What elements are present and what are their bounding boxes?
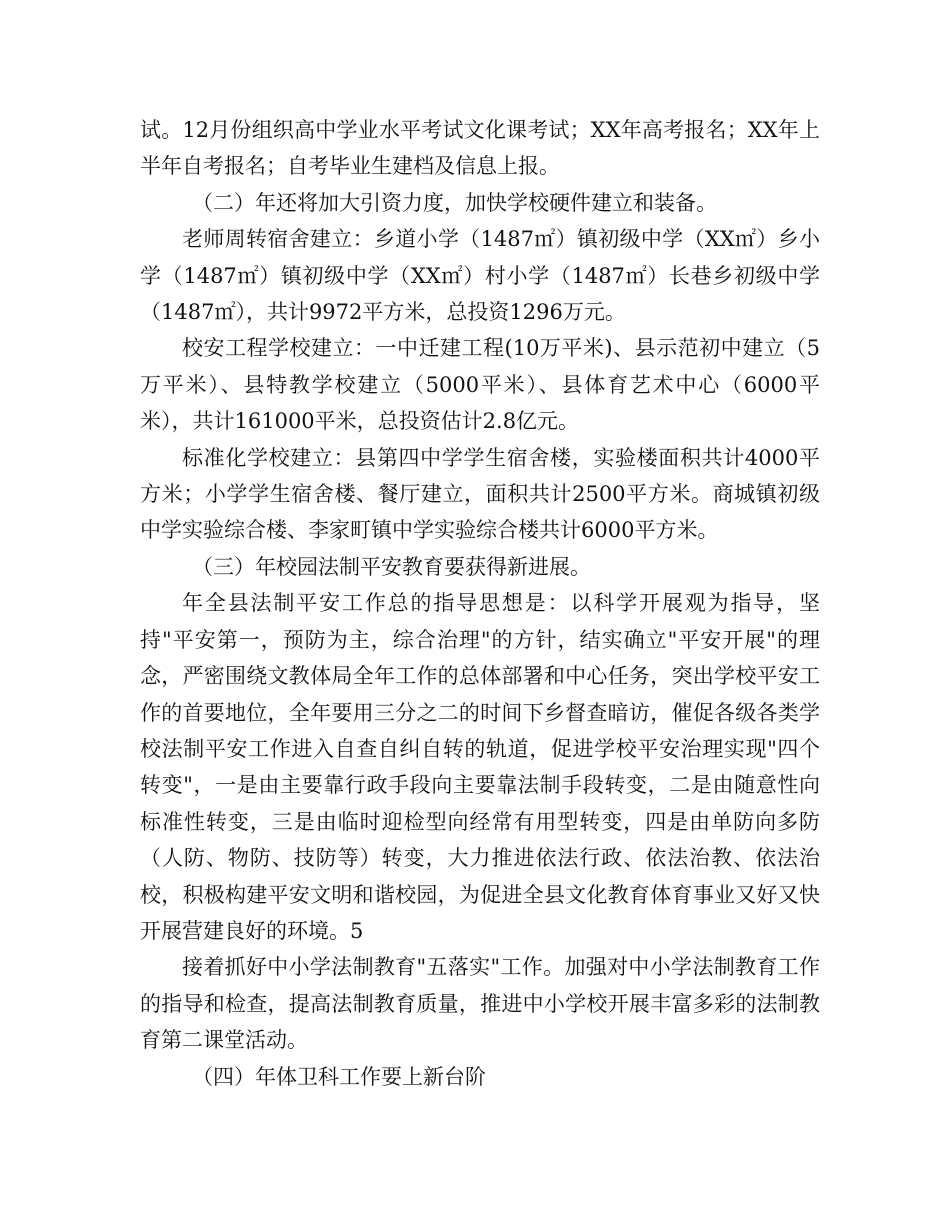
section-heading-2: （二）年还将加大引资力度，加快学校硬件建立和装备。: [192, 190, 717, 215]
document-body: [140, 112, 820, 1095]
section-heading-3: （三）年校园法制平安教育要获得新进展。: [192, 554, 591, 579]
paragraph-legal-education: 接着抓好中小学法制教育"五落实"工作。加强对中小学法制教育工作的指导和检查，提高法制教育质量，推进中小学校开展丰富多彩的法制教育第二课堂活动。: [140, 955, 820, 1053]
paragraph-school-safety-projects: 校安工程学校建立：一中迁建工程(10万平米)、县示范初中建立（5万平米）、县特教学校建立（5000平米）、县体育艺术中心（6000平米），共计161000平米，总投资估计2.8亿元。: [140, 336, 820, 434]
paragraph-legal-safety-guidance: 年全县法制平安工作总的指导思想是：以科学开展观为指导，坚持"平安第一，预防为主，综合治理"的方针，结实确立"平安开展"的理念，严密围绕文教体局全年工作的总体部署和中心任务，突出学校平安工作的首要地位，全年要用三分之二的时间下乡督查暗访，催促各级各类学校法制平安工作进入自查自纠自转的轨道，促进学校平安治理实现"四个转变"，一是由主要靠行政手段向主要靠法制手段转变，二是由随意性向标准性转变，三是由临时迎检型向经常有用型转变，四是由单防向多防（人防、物防、技防等）转变，大力推进依法行政、依法治教、依法治校，积极构建平安文明和谐校园，为促进全县文化教育体育事业又好又快开展营建良好的环境。5: [140, 591, 820, 943]
paragraph-standard-schools: 标准化学校建立：县第四中学学生宿舍楼，实验楼面积共计4000平方米；小学学生宿舍楼、餐厅建立，面积共计2500平方米。商城镇初级中学实验综合楼、李家町镇中学实验综合楼共计6000平方米。: [140, 445, 820, 543]
paragraph-exam-schedule: 试。12月份组织高中学业水平考试文化课考试；XX年高考报名；XX年上半年自考报名；自考毕业生建档及信息上报。: [140, 118, 820, 179]
section-heading-4: （四）年体卫科工作要上新台阶: [192, 1064, 486, 1089]
paragraph-teacher-dorms: 老师周转宿舍建立：乡道小学（1487㎡）镇初级中学（XX㎡）乡小学（1487㎡）镇初级中学（XX㎡）村小学（1487㎡）长巷乡初级中学（1487㎡），共计9972平方米，总投资1296万元。: [140, 227, 820, 325]
